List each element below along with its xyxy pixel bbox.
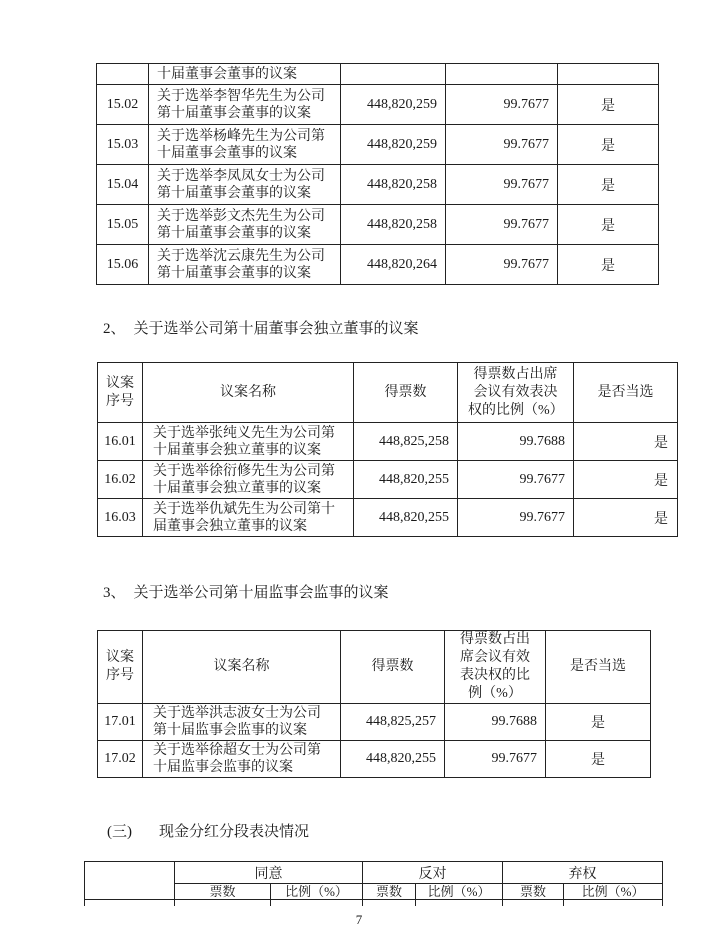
elected-cell: 是: [546, 704, 651, 741]
header-votes: 得票数: [341, 631, 445, 704]
header-proposal-name: 议案名称: [143, 363, 354, 423]
proposal-name-cell: 十届董事会董事的议案: [149, 64, 341, 85]
section-heading-independent-directors: [103, 317, 419, 338]
proposal-no-cell: 16.01: [98, 423, 143, 461]
table-row: [98, 423, 678, 461]
proposal-no-cell: 15.05: [97, 205, 149, 245]
votes-cell: 448,820,258: [341, 165, 446, 205]
page-number: 7: [355, 912, 363, 927]
proposal-name-cell: 关于选举彭文杰先生为公司第十届董事会董事的议案: [149, 205, 341, 245]
elected-cell: 是: [574, 461, 678, 499]
independent-directors-vote-table: [97, 362, 678, 537]
table-row-carryover: [97, 64, 659, 85]
table-row-cutoff-stub: [85, 900, 663, 906]
section-title: 关于选举公司第十届董事会独立董事的议案: [133, 321, 419, 337]
table-row: [98, 704, 651, 741]
elected-cell: 是: [558, 245, 659, 285]
group-header-agree: 同意: [175, 862, 363, 884]
header-proposal-name: 议案名称: [143, 631, 341, 704]
proposal-no-cell: [97, 64, 149, 85]
section-number: 3、: [103, 585, 126, 601]
ratio-cell: 99.7677: [446, 85, 558, 125]
section-title: 现金分红分段表决情况: [159, 824, 310, 840]
elected-cell: 是: [558, 125, 659, 165]
header-ratio: 得票数占出席会议有效表决权的比例（%）: [458, 363, 574, 423]
table-row: [98, 741, 651, 778]
proposal-no-cell: 15.04: [97, 165, 149, 205]
elected-cell: 是: [558, 165, 659, 205]
sub-header-agree-votes: 票数: [175, 884, 271, 900]
row-label-header-cell: [85, 862, 175, 900]
proposal-name-cell: 关于选举杨峰先生为公司第十届董事会董事的议案: [149, 125, 341, 165]
votes-cell: 448,820,255: [354, 461, 458, 499]
votes-cell: 448,820,255: [354, 499, 458, 537]
table-row: [98, 461, 678, 499]
votes-cell: 448,820,259: [341, 125, 446, 165]
header-votes: 得票数: [354, 363, 458, 423]
proposal-name-cell: 关于选举徐衍修先生为公司第十届董事会独立董事的议案: [143, 461, 354, 499]
elected-cell: [558, 64, 659, 85]
elected-cell: 是: [558, 205, 659, 245]
table-row: [97, 125, 659, 165]
elected-cell: 是: [546, 741, 651, 778]
proposal-name-cell: 关于选举仇斌先生为公司第十届董事会独立董事的议案: [143, 499, 354, 537]
ratio-cell: 99.7677: [458, 461, 574, 499]
proposal-no-cell: 17.02: [98, 741, 143, 778]
proposal-no-cell: 16.02: [98, 461, 143, 499]
section-number: (三): [107, 824, 132, 840]
elected-cell: 是: [574, 499, 678, 537]
ratio-cell: [446, 64, 558, 85]
elected-cell: 是: [558, 85, 659, 125]
votes-cell: 448,820,255: [341, 741, 445, 778]
proposal-name-cell: 关于选举张纯义先生为公司第十届董事会独立董事的议案: [143, 423, 354, 461]
ratio-cell: 99.7688: [445, 704, 546, 741]
sub-header-abstain-ratio: 比例（%）: [564, 884, 663, 900]
proposal-no-cell: 15.02: [97, 85, 149, 125]
ratio-cell: 99.7677: [458, 499, 574, 537]
sub-header-oppose-votes: 票数: [363, 884, 416, 900]
ratio-cell: 99.7677: [446, 245, 558, 285]
header-proposal-no: 议案序号: [98, 631, 143, 704]
votes-cell: 448,825,258: [354, 423, 458, 461]
ratio-cell: 99.7688: [458, 423, 574, 461]
supervisors-vote-table: [97, 630, 651, 778]
sub-header-oppose-ratio: 比例（%）: [416, 884, 503, 900]
votes-cell: 448,820,259: [341, 85, 446, 125]
sub-header-agree-ratio: 比例（%）: [271, 884, 363, 900]
ratio-cell: 99.7677: [446, 205, 558, 245]
votes-cell: 448,820,258: [341, 205, 446, 245]
proposal-name-cell: 关于选举沈云康先生为公司第十届董事会董事的议案: [149, 245, 341, 285]
cash-dividend-vote-table: [84, 861, 663, 906]
proposal-no-cell: 15.06: [97, 245, 149, 285]
section-title: 关于选举公司第十届监事会监事的议案: [133, 585, 389, 601]
table-header-row: [98, 631, 651, 704]
section-heading-supervisors: [103, 581, 389, 602]
group-header-oppose: 反对: [363, 862, 503, 884]
section-heading-cash-dividend: [107, 820, 309, 841]
table-row: [97, 85, 659, 125]
directors-vote-table: [96, 63, 659, 285]
header-elected: 是否当选: [546, 631, 651, 704]
proposal-name-cell: 关于选举徐超女士为公司第十届监事会监事的议案: [143, 741, 341, 778]
proposal-no-cell: 15.03: [97, 125, 149, 165]
table-row: [97, 245, 659, 285]
sub-header-abstain-votes: 票数: [503, 884, 564, 900]
header-elected: 是否当选: [574, 363, 678, 423]
table-row: [97, 205, 659, 245]
group-header-abstain: 弃权: [503, 862, 663, 884]
ratio-cell: 99.7677: [445, 741, 546, 778]
header-proposal-no: 议案序号: [98, 363, 143, 423]
table-row: [97, 165, 659, 205]
votes-cell: 448,825,257: [341, 704, 445, 741]
table-header-row: [98, 363, 678, 423]
proposal-name-cell: 关于选举洪志波女士为公司第十届监事会监事的议案: [143, 704, 341, 741]
ratio-cell: 99.7677: [446, 125, 558, 165]
elected-cell: 是: [574, 423, 678, 461]
proposal-no-cell: 17.01: [98, 704, 143, 741]
votes-cell: [341, 64, 446, 85]
table-row: [98, 499, 678, 537]
section-number: 2、: [103, 321, 126, 337]
proposal-name-cell: 关于选举李凤凤女士为公司第十届董事会董事的议案: [149, 165, 341, 205]
table-group-header-row: [85, 862, 663, 884]
header-ratio: 得票数占出席会议有效表决权的比例（%）: [445, 631, 546, 704]
proposal-name-cell: 关于选举李智华先生为公司第十届董事会董事的议案: [149, 85, 341, 125]
votes-cell: 448,820,264: [341, 245, 446, 285]
proposal-no-cell: 16.03: [98, 499, 143, 537]
ratio-cell: 99.7677: [446, 165, 558, 205]
